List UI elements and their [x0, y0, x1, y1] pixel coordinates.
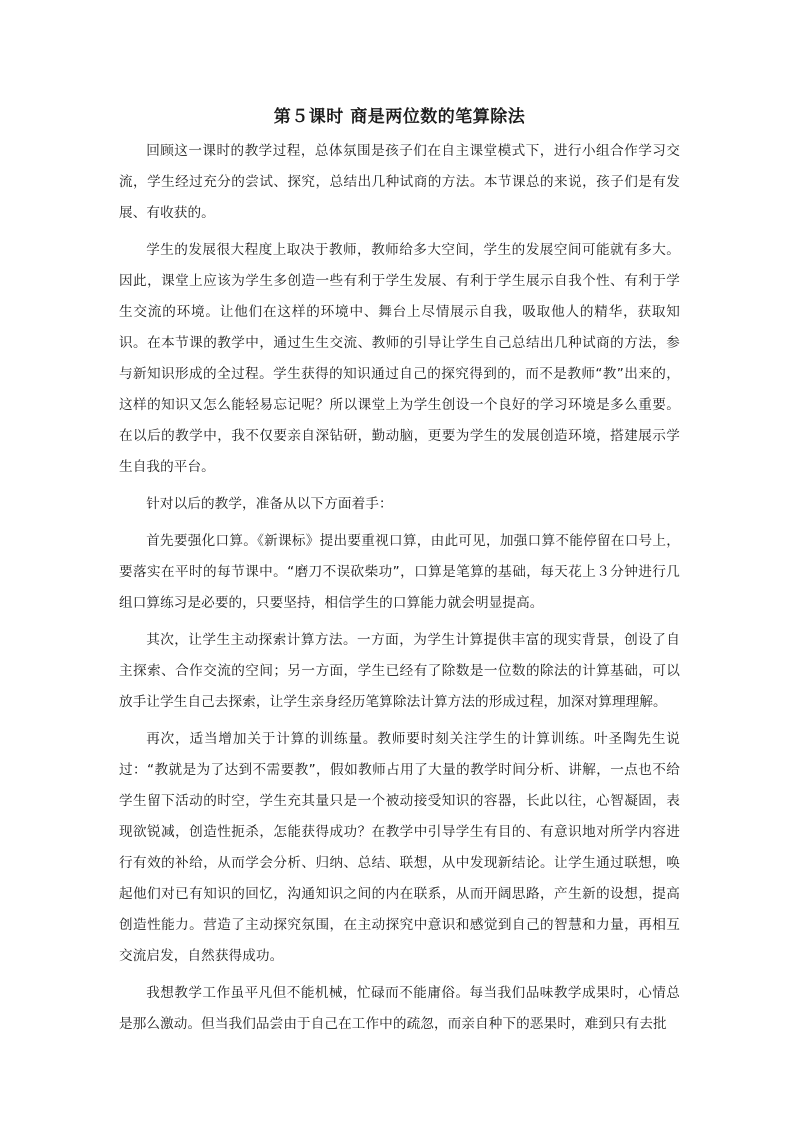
- paragraph-development: 学生的发展很大程度上取决于教师，教师给多大空间，学生的发展空间可能就有多大。因此，课堂上应该为学生多创造一些有利于学生发展、有利于学生展示自我个性、有利于学生交流的环境。让他们在这样的环境中、舞台上尽情展示自我，吸取他人的精华，获取知识。在本节课的教学中，通过生生交流、教师的引导让学生自己总结出几种试商的方法，参与新知识形成的全过程。学生获得的知识通过自己的探究得到的，而不是教师“教”出来的，这样的知识又怎么能轻易忘记呢？所以课堂上为学生创设一个良好的学习环境是多么重要。在以后的教学中，我不仅要亲自深钻研，勤动脑，更要为学生的发展创造环境，搭建展示学生自我的平台。: [119, 242, 680, 475]
- paragraph-reflection: 我想教学工作虽平凡但不能机械，忙碌而不能庸俗。每当我们品味教学成果时，心情总是那么激动。但当我们品尝由于自己在工作中的疏忽，而亲自种下的恶果时，难到只有去批: [119, 985, 680, 1032]
- paragraph-training: 再次，适当增加关于计算的训练量。教师要时刻关注学生的计算训练。叶圣陶先生说过：“教就是为了达到不需要教”，假如教师占用了大量的教学时间分析、讲解，一点也不给学生留下活动的时空，学生充其量只是一个被动接受知识的容器，长此以往，心智凝固，表现欲锐减，创造性扼杀，怎能获得成功？在教学中引导学生有目的、有意识地对所学内容进行有效的补给，从而学会分析、归纳、总结、联想，从中发现新结论。让学生通过联想，唤起他们对已有知识的回忆，沟通知识之间的内在联系，从而开阔思路，产生新的设想，提高创造性能力。营造了主动探究氛围，在主动探究中意识和感觉到自己的智慧和力量，再相互交流启发，自然获得成功。: [119, 731, 680, 964]
- document-body: [119, 102, 680, 1040]
- document-title: 第５课时 商是两位数的笔算除法: [273, 107, 526, 127]
- paragraph-plan-intro: 针对以后的教学，准备从以下方面着手：: [146, 496, 393, 512]
- paragraph-explore-methods: 其次，让学生主动探索计算方法。一方面，为学生计算提供丰富的现实背景，创设了自主探索、合作交流的空间；另一方面，学生已经有了除数是一位数的除法的计算基础，可以放手让学生自己去探索，让学生亲身经历笔算除法计算方法的形成过程，加深对算理理解。: [119, 632, 680, 710]
- paragraph-review: 回顾这一课时的教学过程，总体氛围是孩子们在自主课堂模式下，进行小组合作学习交流，学生经过充分的尝试、探究，总结出几种试商的方法。本节课总的来说，孩子们是有发展、有收获的。: [119, 143, 680, 221]
- paragraph-oral-calculation: 首先要强化口算。《新课标》提出要重视口算，由此可见，加强口算不能停留在口号上，要落实在平时的每节课中。“磨刀不误砍柴功”，口算是笔算的基础，每天花上３分钟进行几组口算练习是必要的，只要坚持，相信学生的口算能力就会明显提高。: [119, 533, 680, 611]
